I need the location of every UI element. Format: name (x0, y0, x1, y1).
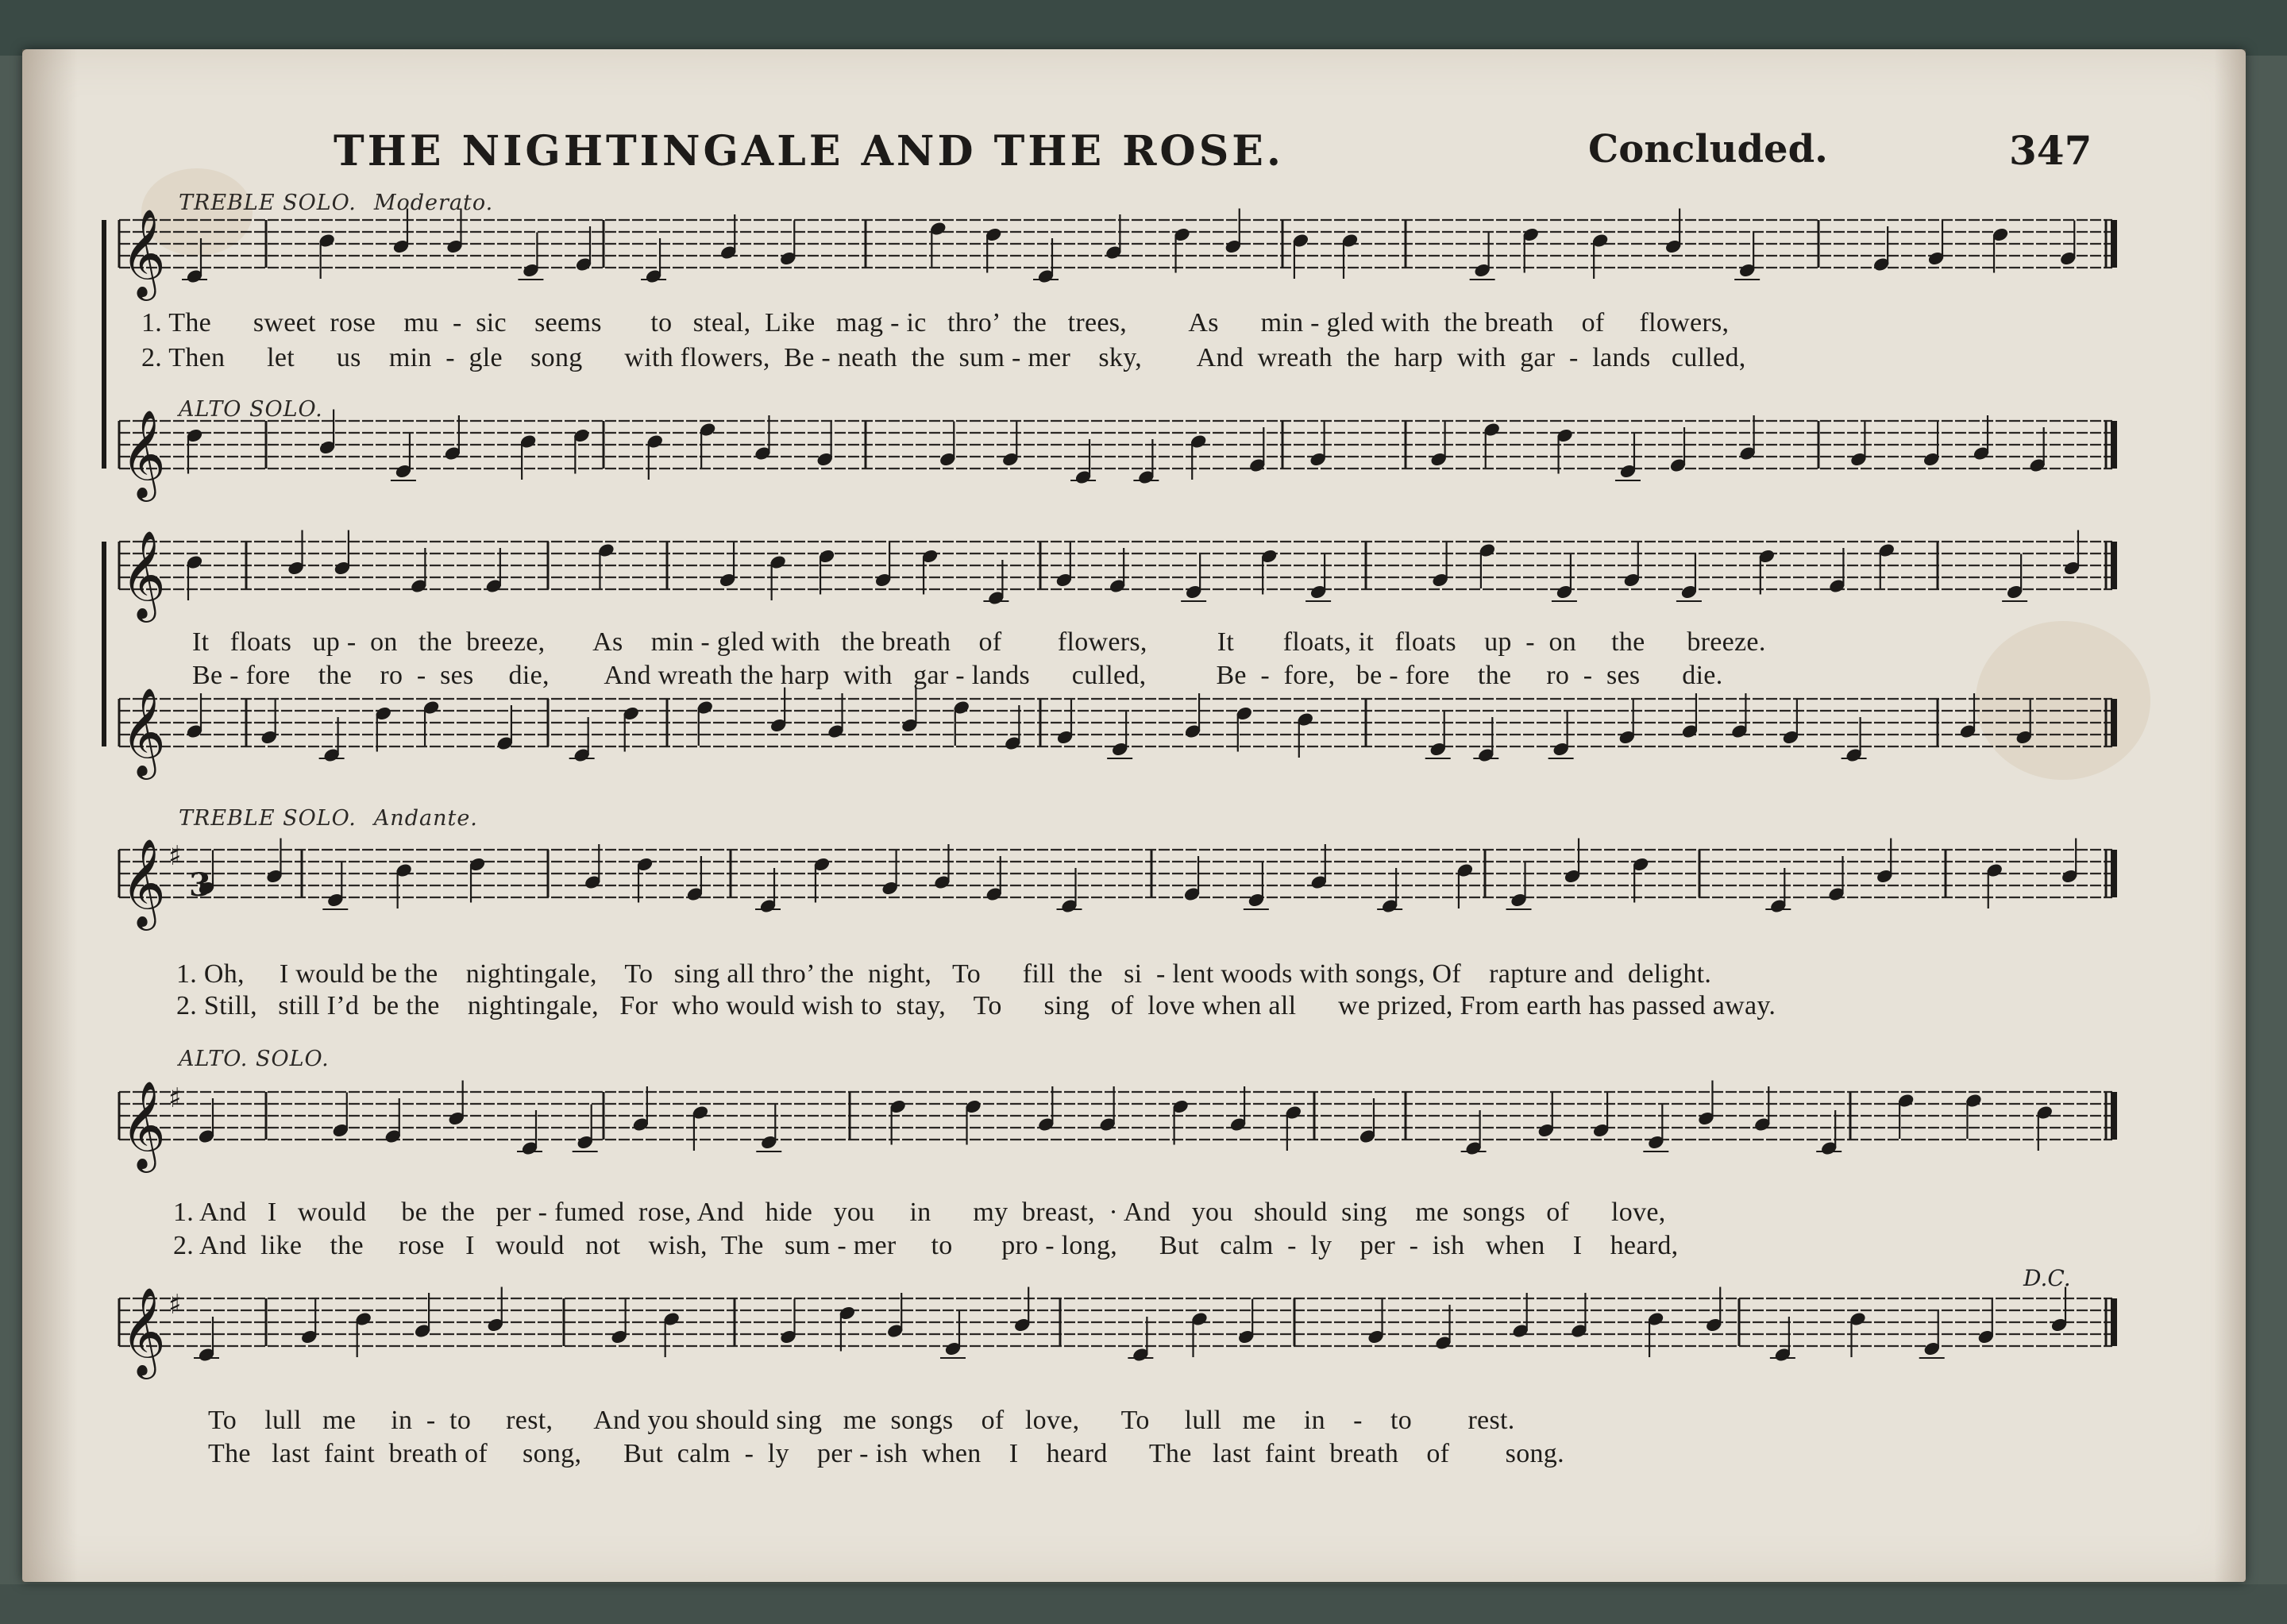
lyric-line: The last faint breath of song, But calm - ly per - ish when I heard The last faint breath of song. (208, 1439, 1564, 1468)
end-barline (2111, 220, 2117, 268)
page-number: 347 (2009, 127, 2092, 174)
system-bracket (102, 220, 106, 469)
da-capo-marking: D.C. (2023, 1265, 2071, 1291)
lyric-line: 2. And like the rose I would not wish, The sum - mer to pro - long, But calm - ly per - ish when I heard, (173, 1231, 1679, 1260)
time-signature: 3 (189, 866, 211, 904)
tempo-marking: Andante. (373, 806, 478, 831)
end-barline (2111, 1298, 2117, 1346)
lyric-line: Be - fore the ro - ses die, And wreath the harp with gar - lands culled, Be - fore, be - fore the ro - ses die. (192, 661, 1723, 690)
lyric-line: 2. Then let us min - gle song with flowers, Be - neath the sum - mer sky, And wreath the harp with gar - lands culled, (141, 343, 1746, 372)
tempo-marking: Moderato. (373, 191, 494, 215)
system-bracket (102, 542, 106, 746)
end-barline (2111, 542, 2117, 589)
part-name: TREBLE SOLO. (179, 191, 357, 215)
treble-clef: 𝄞 (121, 530, 166, 619)
treble-clef: 𝄞 (121, 1286, 166, 1375)
part-name: TREBLE SOLO. (179, 806, 357, 831)
end-barline (2111, 699, 2117, 746)
lyric-line: 2. Still, still I’d be the nightingale, For who would wish to stay, To sing of love when all we prized, From earth has passed away. (176, 991, 1776, 1020)
concluded-label: Concluded. (1588, 127, 1828, 172)
lyric-line: 1. And I would be the per - fumed rose, And hide you in my breast, · And you should sing me songs of love, (173, 1198, 1666, 1227)
treble-clef: 𝄞 (121, 1080, 166, 1169)
sharp-sign: ♯ (168, 840, 182, 872)
lyric-line: 1. The sweet rose mu - sic seems to steal, Like mag - ic thro’ the trees, As min - gled with the breath of flowers, (141, 308, 1730, 338)
part-name: ALTO. SOLO. (179, 1047, 330, 1071)
sharp-sign: ♯ (168, 1082, 182, 1114)
treble-clef: 𝄞 (121, 838, 166, 927)
treble-clef: 𝄞 (121, 687, 166, 776)
treble-clef: 𝄞 (121, 208, 166, 297)
end-barline (2111, 850, 2117, 897)
end-barline (2111, 421, 2117, 469)
part-name: ALTO SOLO. (179, 397, 323, 422)
song-title: THE NIGHTINGALE AND THE ROSE. (334, 127, 1285, 176)
end-barline (2111, 1092, 2117, 1140)
lyric-line: 1. Oh, I would be the nightingale, To sing all thro’ the night, To fill the si - lent woods with songs, Of rapture and delight. (176, 959, 1712, 989)
treble-clef: 𝄞 (121, 409, 166, 498)
lyric-line: It floats up - on the breeze, As min - gled with the breath of flowers, It floats, it floats up - on the breeze. (192, 627, 1766, 657)
sharp-sign: ♯ (168, 1289, 182, 1321)
lyric-line: To lull me in - to rest, And you should sing me songs of love, To lull me in - to rest. (208, 1406, 1515, 1435)
